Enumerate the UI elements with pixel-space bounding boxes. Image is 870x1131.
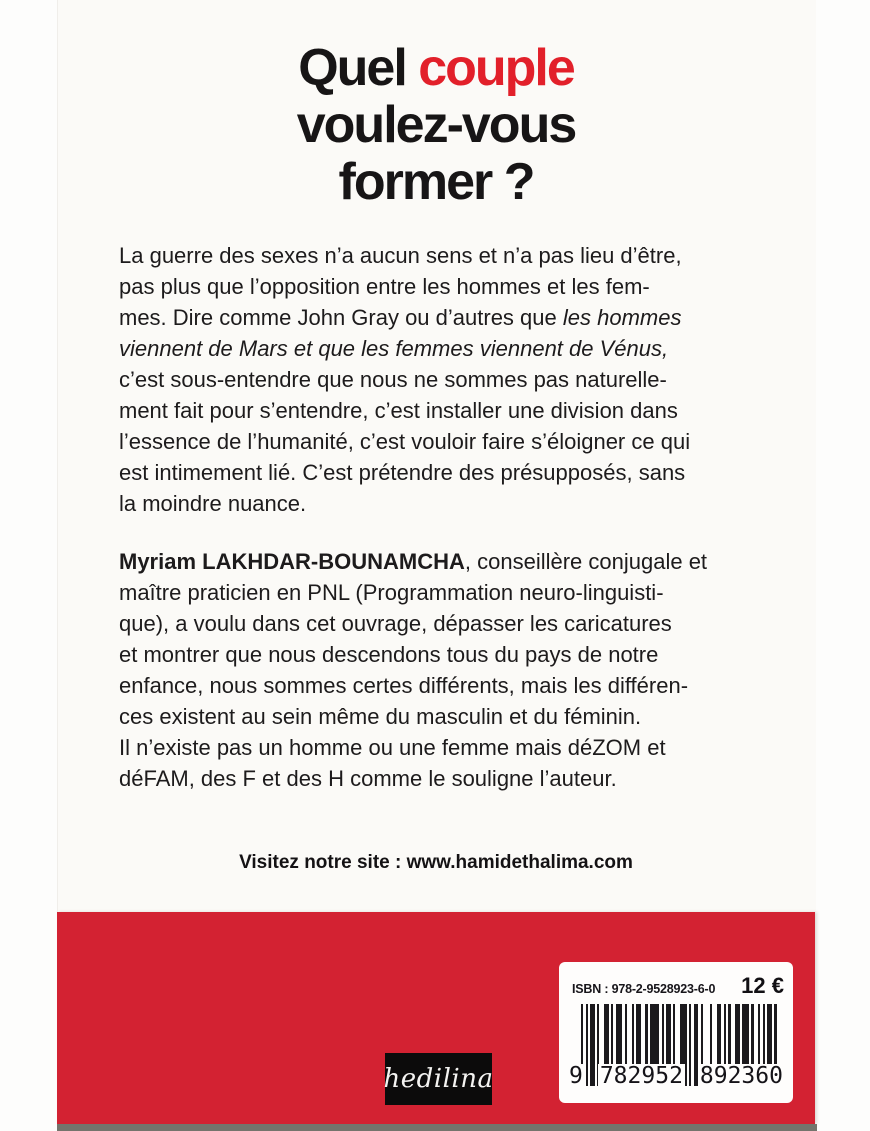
- text-line: voulez-vous: [296, 96, 576, 154]
- text-line: Myriam LAKHDAR-BOUNAMCHA, conseillère conjugale et: [119, 549, 708, 574]
- intro-paragraph: [119, 240, 753, 519]
- isbn-label: ISBN : 978-2-9528923-6-0: [572, 982, 716, 996]
- barcode-digit-group: 9: [569, 1063, 583, 1089]
- barcode-box: [559, 962, 793, 1103]
- text-line: l’essence de l’humanité, c’est vouloir faire s’éloigner ce qui: [119, 429, 691, 454]
- author-paragraph: [119, 546, 753, 794]
- text-line: pas plus que l’opposition entre les hommes et les fem-: [119, 274, 650, 299]
- isbn-row: [572, 973, 784, 999]
- book-title: [57, 40, 815, 211]
- price-label: 12 €: [741, 973, 784, 998]
- bottom-edge-strip: [57, 1124, 817, 1131]
- text-line: La guerre des sexes n’a aucun sens et n’a pas lieu d’être,: [119, 243, 682, 268]
- text-line: la moindre nuance.: [119, 491, 307, 516]
- text-line: maître praticien en PNL (Programmation neuro-linguisti-: [119, 580, 664, 605]
- text-line: déFAM, des F et des H comme le souligne l’auteur.: [119, 766, 617, 791]
- text-line: viennent de Mars et que les femmes viennent de Vénus,: [119, 336, 669, 361]
- barcode-digit-group: 892360: [699, 1063, 783, 1089]
- text-line: c’est sous-entendre que nous ne sommes pas naturelle-: [119, 367, 667, 392]
- text-line: ces existent au sein même du masculin et du féminin.: [119, 704, 642, 729]
- text-line: que), a voulu dans cet ouvrage, dépasser les caricatures: [119, 611, 672, 636]
- barcode-digits: [567, 1064, 785, 1089]
- text-line: mes. Dire comme John Gray ou d’autres que les hommes: [119, 305, 682, 330]
- text-line: est intimement lié. C’est prétendre des présupposés, sans: [119, 460, 686, 485]
- website-line: Visitez notre site : www.hamidethalima.com: [239, 852, 633, 873]
- publisher-logo: hedilina: [385, 1053, 492, 1105]
- text-line: et montrer que nous descendons tous du pays de notre: [119, 642, 659, 667]
- text-line: Il n’existe pas un homme ou une femme mais déZOM et: [119, 735, 666, 760]
- text-line: former ?: [338, 153, 534, 211]
- barcode-digit-group: 782952: [599, 1063, 683, 1089]
- text-line: enfance, nous sommes certes différents, mais les différen-: [119, 673, 689, 698]
- text-line: ment fait pour s’entendre, c’est installer une division dans: [119, 398, 678, 423]
- text-line: Quel couple: [298, 39, 574, 97]
